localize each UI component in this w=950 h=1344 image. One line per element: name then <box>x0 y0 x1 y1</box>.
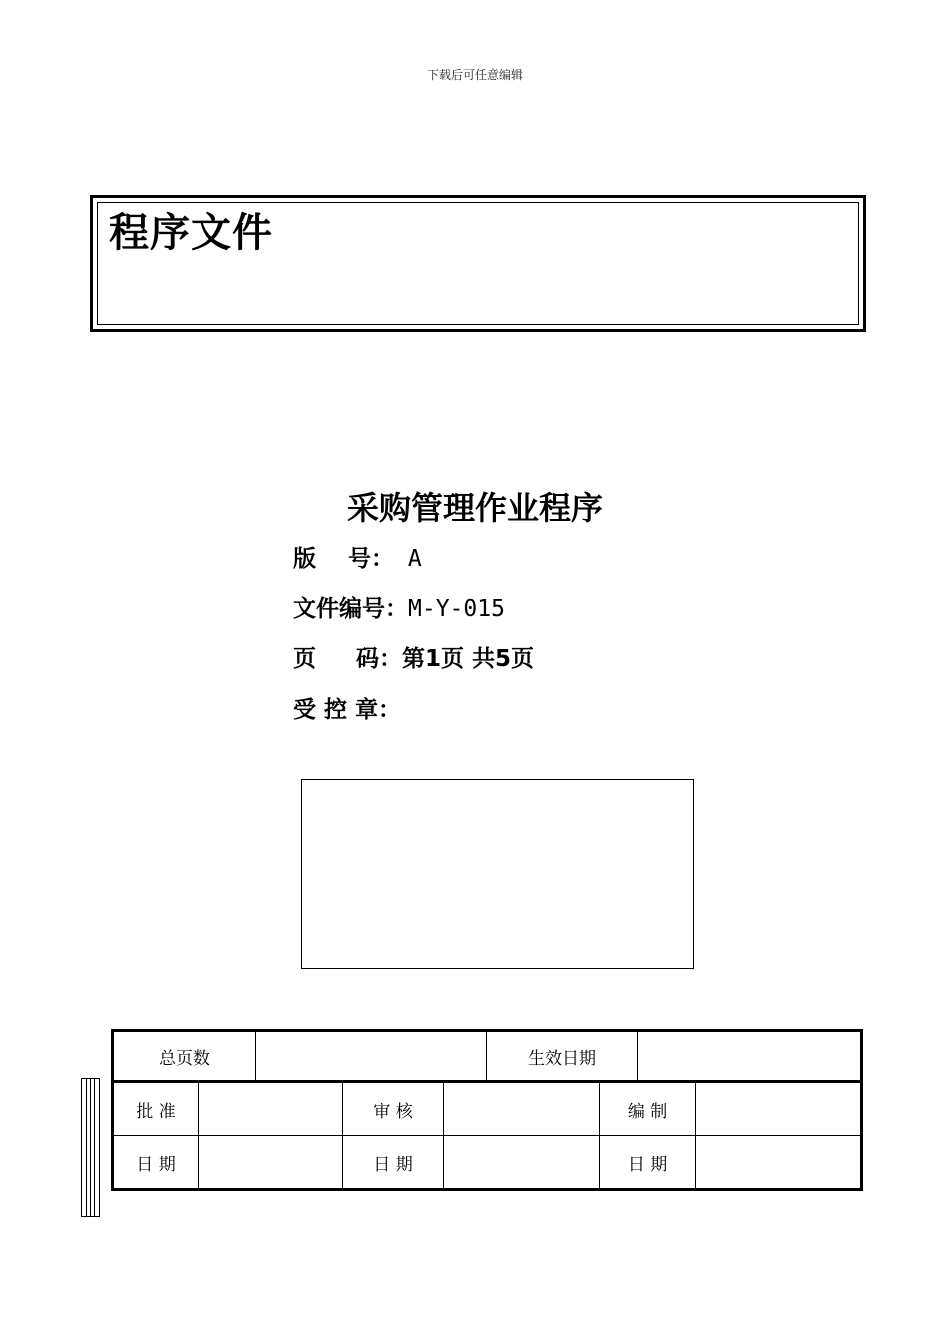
prepare-label: 编 制 <box>600 1082 696 1136</box>
effective-date-label: 生效日期 <box>487 1031 638 1082</box>
prepare-date-cell <box>696 1136 862 1190</box>
title-frame <box>90 195 866 332</box>
total-pages-label: 总页数 <box>113 1031 256 1082</box>
review-signature-cell <box>444 1082 600 1136</box>
header-note: 下载后可任意编辑 <box>426 68 523 82</box>
table-row <box>113 1082 862 1136</box>
page-label: 页 码： <box>293 646 403 672</box>
review-date-cell <box>444 1136 600 1190</box>
control-stamp-label: 受 控 章： <box>293 697 402 723</box>
approve-date-cell <box>199 1136 343 1190</box>
document-category-title: 程序文件 <box>109 210 273 256</box>
review-label: 审 核 <box>343 1082 444 1136</box>
page-value: 第1页 共5页 <box>402 646 535 672</box>
prepare-signature-cell <box>696 1082 862 1136</box>
document-name: 采购管理作业程序 <box>346 489 603 527</box>
version-line <box>293 540 422 573</box>
approve-label: 批 准 <box>113 1082 199 1136</box>
version-label: 版 号： <box>293 546 395 572</box>
document-number-label: 文件编号： <box>293 596 408 622</box>
page-line <box>293 640 534 673</box>
approve-date-label: 日 期 <box>113 1136 199 1190</box>
review-date-label: 日 期 <box>343 1136 444 1190</box>
document-number-line <box>293 590 505 623</box>
version-value: A <box>394 546 422 572</box>
approve-signature-cell <box>199 1082 343 1136</box>
document-number-value: M-Y-015 <box>408 596 505 622</box>
effective-date-value <box>638 1031 862 1082</box>
control-stamp-box <box>301 779 694 969</box>
total-pages-value <box>256 1031 487 1082</box>
signature-table <box>111 1029 863 1191</box>
table-row <box>113 1031 862 1082</box>
table-row <box>113 1136 862 1190</box>
binding-margin-marks <box>81 1078 100 1217</box>
prepare-date-label: 日 期 <box>600 1136 696 1190</box>
